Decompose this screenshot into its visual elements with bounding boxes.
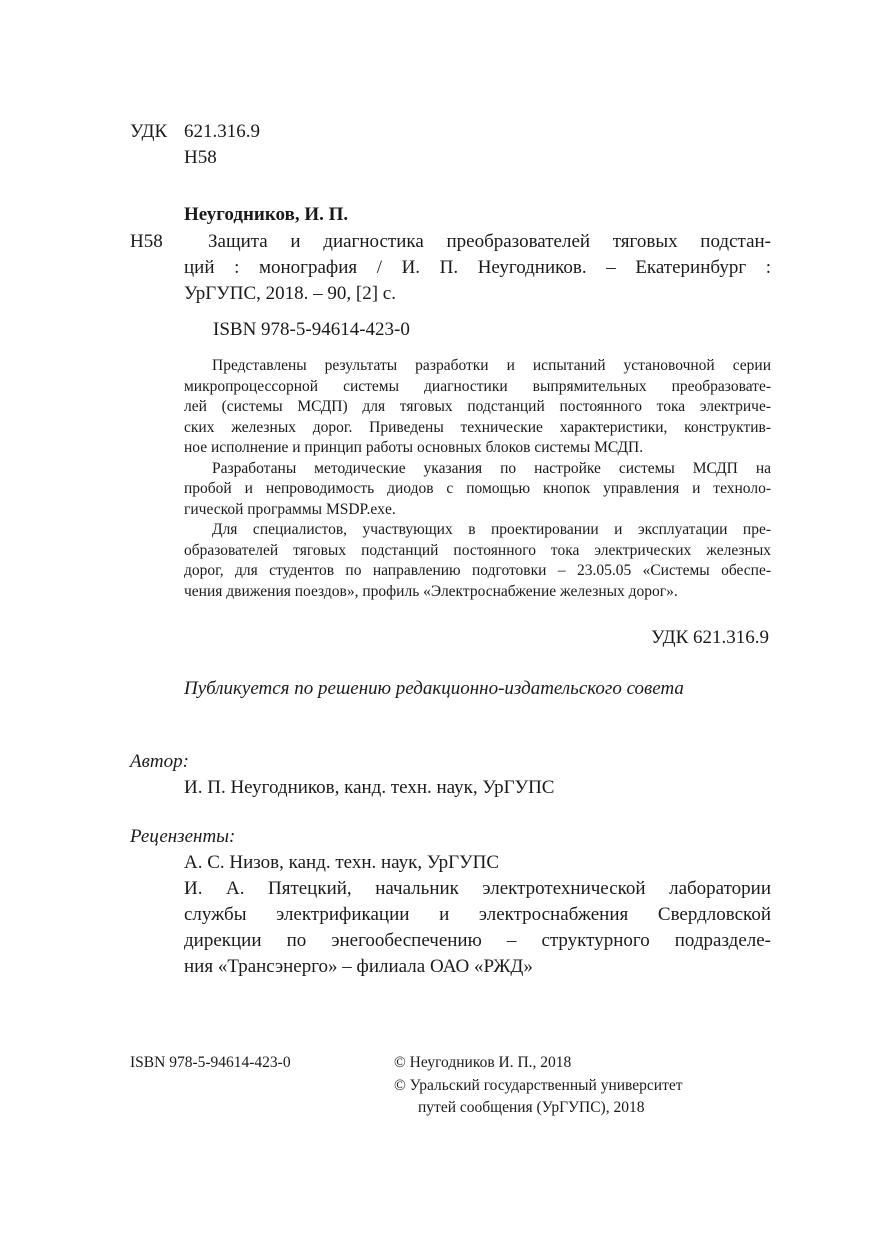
reviewer-2-line: ния «Трансэнерго» – филиала ОАО «РЖД» <box>184 956 533 977</box>
abstract-line: Представлены результаты разработки и испытаний установочной серии <box>212 357 771 374</box>
isbn-line: ISBN 978-5-94614-423-0 <box>213 319 410 340</box>
reviewer-2-line: службы электрификации и электроснабжения Свердловской <box>184 904 771 925</box>
abstract-line: ских железных дорог. Приведены технические характеристики, конструктив- <box>184 418 771 436</box>
udk-label: УДК <box>130 121 168 142</box>
udk-code: 621.316.9 <box>184 121 260 142</box>
author-heading: Неугодников, И. П. <box>184 204 349 225</box>
abstract-line: Для специалистов, участвующих в проектировании и эксплуатации пре- <box>212 521 771 538</box>
abstract-line: Разработаны методические указания по настройке системы МСДП на <box>212 459 771 477</box>
reviewer-2 <box>184 878 771 982</box>
copyright-university-line: путей сообщения (УрГУПС), 2018 <box>418 1099 645 1116</box>
abstract-line: лей (системы МСДП) для тяговых подстанций постоянного тока электриче- <box>184 398 771 415</box>
copyright-university-line: © Уральский государственный университет <box>394 1077 683 1094</box>
footer-isbn: ISBN 978-5-94614-423-0 <box>130 1054 291 1071</box>
abstract-line: микропроцессорной системы диагностики выпрямительных преобразовате- <box>184 377 771 395</box>
udk-right: УДК 621.316.9 <box>651 627 769 648</box>
copyright-author: © Неугодников И. П., 2018 <box>394 1054 572 1071</box>
copyright-university <box>394 1077 683 1121</box>
bib-title-line: ций : монография / И. П. Неугодников. – Екатеринбург : <box>184 257 771 278</box>
abstract-line: пробой и непроводимость диодов с помощью кнопок управления и техноло- <box>184 480 771 497</box>
bib-title-line: Защита и диагностика преобразователей тяговых подстан- <box>208 231 771 252</box>
abstract-line: гической программы MSDP.exe. <box>184 500 396 518</box>
reviewer-2-line: И. А. Пятецкий, начальник электротехнической лаборатории <box>184 878 771 899</box>
author-name: И. П. Неугодников, канд. техн. наук, УрГУПС <box>184 777 555 798</box>
bib-title-line: УрГУПС, 2018. – 90, [2] с. <box>184 283 396 304</box>
abstract-line: дорог, для студентов по направлению подготовки – 23.05.05 «Системы обеспе- <box>184 562 771 579</box>
bib-title <box>184 231 771 309</box>
reviewers-label: Рецензенты: <box>130 826 236 847</box>
abstract-line: образователей тяговых подстанций постоянного тока электрических железных <box>184 541 771 559</box>
author-label: Автор: <box>130 751 189 772</box>
reviewer-1: А. С. Низов, канд. техн. наук, УрГУПС <box>184 852 499 873</box>
abstract-line: ное исполнение и принцип работы основных блоков системы МСДП. <box>184 439 644 456</box>
published-note: Публикуется по решению редакционно-издательского совета <box>184 678 684 699</box>
reviewer-2-line: дирекции по энегообеспечению – структурного подразделе- <box>184 930 771 951</box>
author-sign-top: Н58 <box>184 147 217 168</box>
author-sign: Н58 <box>130 231 163 252</box>
abstract <box>184 357 771 603</box>
abstract-line: чения движения поездов», профиль «Электроснабжение железных дорог». <box>184 582 678 600</box>
